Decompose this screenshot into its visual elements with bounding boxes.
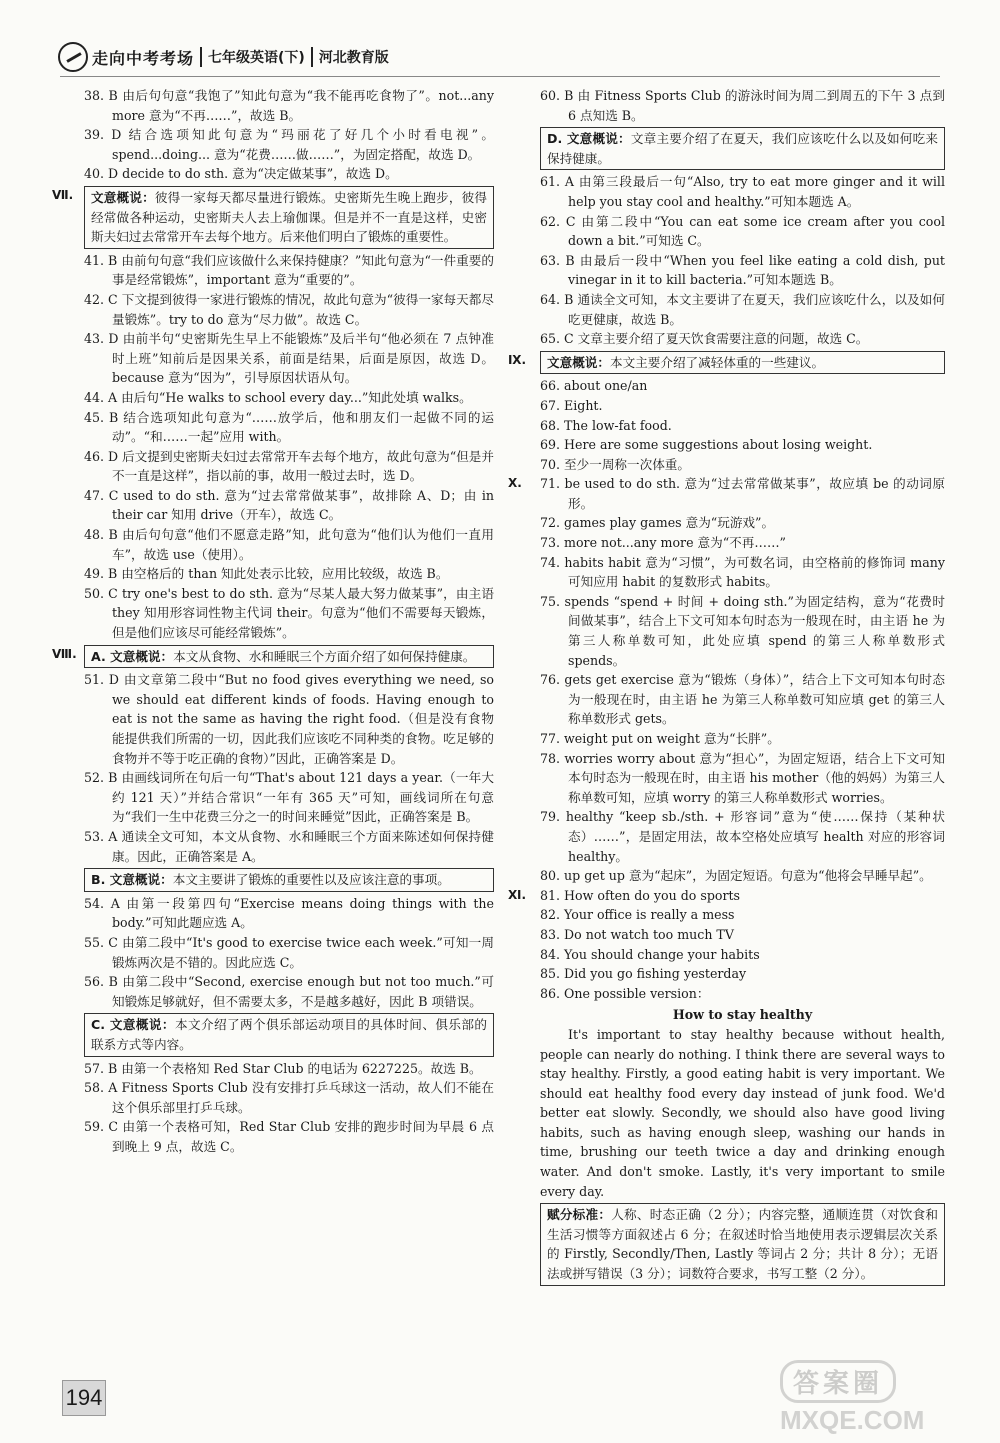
answer-text: 54. A 由第一段第四句“Exercise means doing things with the body.”可知此题应选 A。 <box>84 895 494 931</box>
section-number: Ⅹ. <box>508 476 522 491</box>
answer-item <box>84 933 494 972</box>
answer-text: 44. A 由后句“He walks to school every day...”知此处填 walks。 <box>84 389 472 405</box>
section-number: Ⅷ. <box>52 646 77 661</box>
answer-text: 51. D 由文章第二段中“But no food gives everything we need, so we should eat different kinds of foods. Having enough to eat is not the same as having the right food.（但是没有食物能提供我们所需的一切，因此我们应该吃不同种类的食物。吃足够的食物并不等于吃正确的食物）”因此，正确答案是 D。 <box>84 672 494 766</box>
answer-item <box>508 351 945 375</box>
answer-text: 73. more not...any more 意为“不再……” <box>540 535 786 551</box>
header-divider <box>200 47 202 67</box>
answer-item <box>84 290 494 329</box>
answer-text: 41. B 由前句句意“我们应该做什么来保持健康？”知此句意为“一件重要的事是经常锻炼”，important 意为“重要的”。 <box>84 252 494 288</box>
answer-item <box>540 729 945 749</box>
answer-item <box>84 768 494 827</box>
answer-text: 57. B 由第一个表格知 Red Star Club 的电话为 6227225。故选 B。 <box>84 1060 482 1076</box>
summary-box <box>84 186 494 249</box>
section-number: Ⅸ. <box>508 352 527 367</box>
answer-text: 71. be used to do sth. 意为“过去常常做某事”，故应填 be 的动词原形。 <box>540 476 945 511</box>
answer-item <box>84 408 494 447</box>
watermark-logo <box>780 1360 990 1440</box>
summary-label: B. 文意概说： <box>91 872 173 888</box>
answer-item <box>540 866 945 886</box>
answer-text: 81. How often do you do sports <box>540 887 741 903</box>
answer-item <box>84 972 494 1011</box>
summary-box <box>540 351 945 375</box>
answer-item <box>84 1013 494 1056</box>
answer-item <box>540 945 945 965</box>
answer-text: 83. Do not watch too much TV <box>540 926 734 942</box>
answer-item <box>84 86 494 125</box>
book-subtitle: 七年级英语(下) <box>208 50 305 66</box>
section-number: Ⅺ. <box>508 887 526 902</box>
answer-item <box>52 186 494 249</box>
answer-item <box>84 894 494 933</box>
answer-item <box>540 455 945 475</box>
answer-item <box>84 564 494 584</box>
answer-text: 38. B 由后句句意“我饱了”知此句意为“我不能再吃食物了”。not...any more 意为“不再……”，故选 B。 <box>84 88 494 123</box>
answer-item <box>84 329 494 388</box>
left-answer-column <box>52 86 494 1156</box>
answer-item <box>540 670 945 729</box>
answer-item <box>508 474 945 513</box>
answer-item <box>540 964 945 984</box>
answer-item <box>540 553 945 592</box>
summary-box <box>84 645 494 669</box>
answer-item <box>540 416 945 436</box>
answer-item <box>508 886 945 906</box>
summary-label: 文意概说： <box>547 354 610 370</box>
answer-text: 86. One possible version： <box>540 985 710 1001</box>
answer-text: 63. B 由最后一段中“When you feel like eating a cold dish, put vinegar in it to kill bacteria.”可知本题选 B。 <box>540 252 945 288</box>
header-rule <box>60 76 940 77</box>
answer-item <box>52 645 494 669</box>
answer-item <box>84 670 494 768</box>
summary-label: C. 文意概说： <box>91 1017 175 1033</box>
page-header <box>58 40 958 74</box>
brand-title: 走向中考考场 <box>92 48 195 68</box>
answer-text: 68. The low-fat food. <box>540 417 672 433</box>
answer-item <box>540 127 945 170</box>
answer-text: 72. games play games 意为“玩游戏”。 <box>540 515 775 531</box>
summary-label: A. 文意概说： <box>91 648 174 664</box>
answer-item <box>540 329 945 349</box>
answer-item <box>540 807 945 866</box>
answer-item <box>84 164 494 184</box>
answer-item <box>84 1117 494 1156</box>
brand-logo-icon <box>58 42 88 72</box>
publisher: 河北教育版 <box>318 50 389 66</box>
summary-text: 本文主要讲了锻炼的重要性以及应该注意的事项。 <box>172 872 450 888</box>
answer-item <box>540 251 945 290</box>
summary-text: 彼得一家每天都尽量进行锻炼。史密斯先生晚上跑步，彼得经常做各种运动，史密斯夫人去上瑜伽课。但是并不一直是这样，史密斯夫妇过去常常开车去每个地方。后来他们明白了锻炼的重要性。 <box>91 189 488 245</box>
page-number: 194 <box>62 1380 106 1416</box>
answer-text: 48. B 由后句句意“他们不愿意走路”知，此句意为“他们认为他们一直用车”，故选 use（使用）。 <box>84 527 494 562</box>
answer-text: 80. up get up 意为“起床”，为固定短语。句意为“他将会早睡早起”。 <box>540 868 932 884</box>
answer-item <box>540 533 945 553</box>
answer-item <box>540 513 945 533</box>
summary-label: D. 文意概说： <box>547 131 631 147</box>
answer-item <box>540 925 945 945</box>
answer-item <box>84 1059 494 1079</box>
answer-item <box>84 486 494 525</box>
answer-text: 46. D 后文提到史密斯夫妇过去常常开车去每个地方，故此句意为“但是并不一直是这样”，指以前的事，故用一般过去时，选 D。 <box>84 448 494 484</box>
answer-text: 70. 至少一周称一次体重。 <box>540 456 690 472</box>
right-answer-column <box>508 86 945 1288</box>
answer-text: 77. weight put on weight 意为“长胖”。 <box>540 731 780 746</box>
answer-item <box>84 868 494 892</box>
answer-item <box>84 827 494 866</box>
answer-item <box>540 86 945 125</box>
answer-item <box>540 905 945 925</box>
answer-text: 62. C 由第二段中“You can eat some ice cream after you cool down a bit.”可知选 C。 <box>540 213 945 249</box>
answer-item <box>84 447 494 486</box>
answer-item <box>84 388 494 408</box>
header-divider <box>311 47 313 67</box>
answer-item <box>84 584 494 643</box>
section-number: Ⅶ. <box>52 187 74 202</box>
answer-text: 40. D decide to do sth. 意为“决定做某事”，故选 D。 <box>84 166 398 182</box>
summary-box <box>84 1013 494 1056</box>
summary-text: 文章主要介绍了在夏天，我们应该吃什么以及如何吃来保持健康。 <box>547 131 939 166</box>
summary-label: 文意概说： <box>91 189 155 205</box>
answer-text: 75. spends “spend + 时间 + doing sth.”为固定结构，意为“花费时间做某事”，结合上下文可知本句时态为一般现在时，由主语 he 为第三人称单数可知，此处应填 spend 的第三人称单数形式 spends。 <box>540 593 945 668</box>
watermark-label: 答案圈 <box>780 1360 896 1403</box>
answer-text: 43. D 由前半句“史密斯先生早上不能锻炼”及后半句“他必须在 7 点钟准时上班”知前后是因果关系，前面是结果，后面是原因，故选 D。because 意为“因为”，引导原因状语从句。 <box>84 331 494 386</box>
answer-text: 60. B 由 Fitness Sports Club 的游泳时间为周二到周五的下午 3 点到 6 点知选 B。 <box>540 88 945 123</box>
scoring-text: 人称、时态正确（2 分）；内容完整，通顺连贯（对饮食和生活习惯等方面叙述占 6 分；在叙述时恰当地使用表示逻辑层次关系的 Firstly, Secondly/Then, Lastly 等词占 2 分；共计 8 分）；无语法或拼写错误（3 分）；词数符合要求，书写工整（2 分）。 <box>547 1207 939 1282</box>
answer-text: 59. C 由第一个表格可知，Red Star Club 安排的跑步时间为早晨 6 点到晚上 9 点，故选 C。 <box>84 1119 494 1154</box>
answer-text: 53. A 通读全文可知，本文从食物、水和睡眠三个方面来陈述如何保持健康。因此，正确答案是 A。 <box>84 828 494 864</box>
answer-text: 82. Your office is really a mess <box>540 907 735 923</box>
essay-body: It's important to stay healthy because without health, people can nearly do nothing. I think there are several ways to stay healthy. Firstly, a good eating habit is very important. We should eat healthy food every day instead of junk food. We'd better eat slowly. Secondly, we should also have good living habits, such as having enough sleep, washing our hands in time, brushing our teeth twice a day and drinking enough water. And don't smoke. Lastly, it's very important to smile every day. <box>540 1026 945 1199</box>
answer-text: 56. B 由第二段中“Second, exercise enough but not too much.”可知锻炼足够就好，但不需要太多，不是越多越好，因此 B 项错误。 <box>84 974 494 1009</box>
answer-text: 84. You should change your habits <box>540 946 760 962</box>
answer-item <box>540 212 945 251</box>
answer-text: 42. C 下文提到彼得一家进行锻炼的情况，故此句意为“彼得一家每天都尽量锻炼”。try to do 意为“尽力做”。故选 C。 <box>84 291 494 327</box>
answer-text: 45. B 结合选项知此句意为“……放学后，他和朋友们一起做不同的运动”。“和……一起”应用 with。 <box>84 409 494 445</box>
answer-item <box>540 984 945 1004</box>
answer-text: 50. C try one's best to do sth. 意为“尽某人最大努力做某事”，由主语 they 知用形容词性物主代词 their。句意为“他们不需要每天锻炼，但是他们应该尽可能经常锻炼”。 <box>84 585 494 641</box>
answer-item <box>540 376 945 396</box>
answer-item <box>84 1078 494 1117</box>
answer-text: 69. Here are some suggestions about losing weight. <box>540 437 873 453</box>
answer-item <box>540 396 945 416</box>
answer-text: 79. healthy “keep sb./sth. + 形容词”意为“使……保持（某种状态）……”，是固定用法，故本空格处应填写 health 对应的形容词 healthy。 <box>540 809 945 864</box>
answer-text: 47. C used to do sth. 意为“过去常常做某事”，故排除 A、D；由 in their car 知用 drive（开车），故选 C。 <box>84 487 494 523</box>
answer-item <box>84 125 494 164</box>
answer-item <box>540 592 945 670</box>
scoring-label: 赋分标准： <box>547 1207 612 1223</box>
answer-text: 55. C 由第二段中“It's good to exercise twice each week.”可知一周锻炼两次是不错的。因此应选 C。 <box>84 934 494 970</box>
answer-text: 78. worries worry about 意为“担心”，为固定短语，结合上下文可知本句时态为一般现在时，由主语 his mother（他的妈妈）为第三人称单数可知，应填 worry 的第三人称单数形式 worries。 <box>540 750 945 805</box>
answer-text: 66. about one/an <box>540 378 648 394</box>
summary-text: 本文介绍了两个俱乐部运动项目的具体时间、俱乐部的联系方式等内容。 <box>91 1017 487 1052</box>
answer-text: 85. Did you go fishing yesterday <box>540 966 747 982</box>
answer-text: 58. A Fitness Sports Club 没有安排打乒乓球这一活动，故人们不能在这个俱乐部里打乒乓球。 <box>84 1080 494 1115</box>
answer-text: 67. Eight. <box>540 397 603 413</box>
answer-item <box>540 290 945 329</box>
summary-box <box>540 127 945 170</box>
answer-text: 74. habits habit 意为“习惯”，为可数名词，由空格前的修饰词 many 可知应用 habit 的复数形式 habits。 <box>540 554 945 590</box>
answer-item <box>84 525 494 564</box>
answer-item <box>540 435 945 455</box>
essay-title: How to stay healthy <box>672 1007 813 1023</box>
summary-text: 本文从食物、水和睡眠三个方面介绍了如何保持健康。 <box>173 648 476 664</box>
answer-text: 76. gets get exercise 意为“锻炼（身体）”，结合上下文可知本句时态为一般现在时，由主语 he 为第三人称单数可知应填 get 的第三人称单数形式 gets。 <box>540 672 945 727</box>
answer-text: 52. B 由画线词所在句后一句“That's about 121 days a year.（一年大约 121 天）”并结合常识“一年有 365 天”可知，画线词所在句意为“我们一生中花费三分之一的时间来睡觉”因此，正确答案是 B。 <box>84 770 494 825</box>
answer-text: 64. B 通读全文可知，本文主要讲了在夏天，我们应该吃什么，以及如何吃更健康，故选 B。 <box>540 291 945 327</box>
answer-item <box>84 251 494 290</box>
answer-text: 65. C 文章主要介绍了夏天饮食需要注意的问题，故选 C。 <box>540 331 869 347</box>
watermark-url: MXQE.COM <box>780 1405 925 1435</box>
right-answer-items <box>508 86 945 1003</box>
answer-item <box>540 749 945 808</box>
answer-text: 39. D 结合选项知此句意为“玛丽花了好几个小时看电视”。spend...doing... 意为“花费……做……”，为固定搭配，故选 D。 <box>84 127 494 162</box>
answer-text: 49. B 由空格后的 than 知此处表示比较，应用比较级，故选 B。 <box>84 566 449 582</box>
summary-text: 本文主要介绍了减轻体重的一些建议。 <box>609 354 825 370</box>
answer-item <box>540 172 945 211</box>
scoring-criteria <box>540 1203 945 1285</box>
answer-text: 61. A 由第三段最后一句“Also, try to eat more ginger and it will help you stay cool and healthy.”可知本题选 A。 <box>540 174 945 209</box>
summary-box <box>84 868 494 892</box>
